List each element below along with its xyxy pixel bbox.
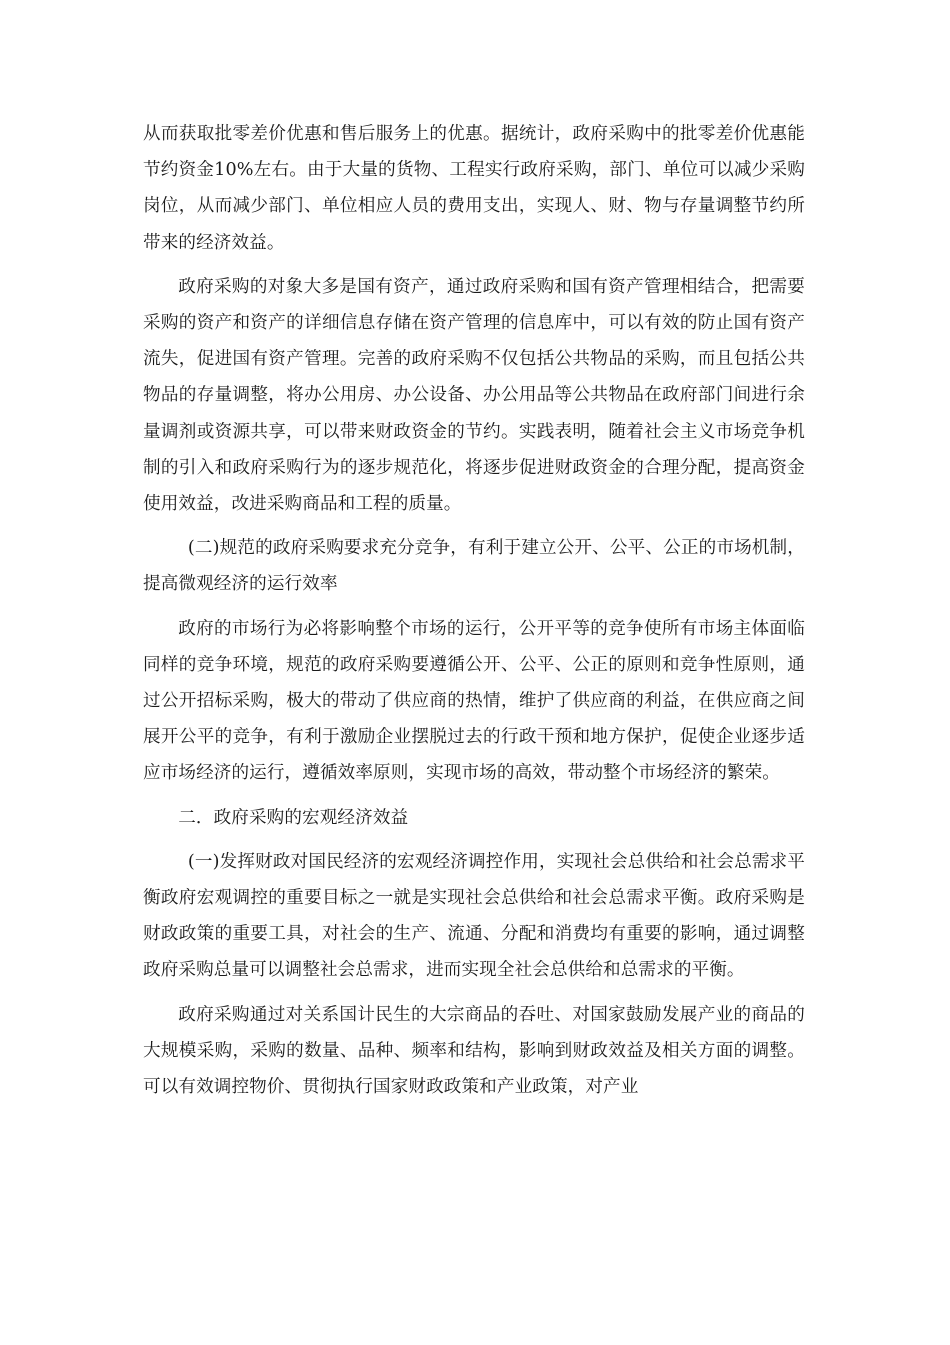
document-body [143,116,805,1113]
section-heading-macro-benefits: 二．政府采购的宏观经济效益 [178,807,409,828]
section-heading-competition: (二)规范的政府采购要求充分竞争，有利于建立公开、公平、公正的市场机制，提高微观经济的运行效率 [143,538,805,595]
paragraph-market-competition: 政府的市场行为必将影响整个市场的运行，公开平等的竞争使所有市场主体面临同样的竞争环境，规范的政府采购要遵循公开、公平、公正的原则和竞争性原则，通过公开招标采购，极大的带动了供应商的热情，维护了供应商的利益，在供应商之间展开公平的竞争，有利于激励企业摆脱过去的行政干预和地方保护，促使企业逐步适应市场经济的运行，遵循效率原则，实现市场的高效，带动整个市场经济的繁荣。 [143,618,805,784]
paragraph-bulk-purchasing: 政府采购通过对关系国计民生的大宗商品的吞吐、对国家鼓励发展产业的商品的大规模采购，采购的数量、品种、频率和结构，影响到财政效益及相关方面的调整。可以有效调控物价、贯彻执行国家财政政策和产业政策，对产业 [143,1004,805,1098]
paragraph-state-assets: 政府采购的对象大多是国有资产，通过政府采购和国有资产管理相结合，把需要采购的资产和资产的详细信息存储在资产管理的信息库中，可以有效的防止国有资产流失，促进国有资产管理。完善的政府采购不仅包括公共物品的采购，而且包括公共物品的存量调整，将办公用房、办公设备、办公用品等公共物品在政府部门间进行余量调剂或资源共享，可以带来财政资金的节约。实践表明，随着社会主义市场竞争机制的引入和政府采购行为的逐步规范化，将逐步促进财政资金的合理分配，提高资金使用效益，改进采购商品和工程的质量。 [143,276,805,515]
paragraph-macro-control: (一)发挥财政对国民经济的宏观经济调控作用，实现社会总供给和社会总需求平衡政府宏观调控的重要目标之一就是实现社会总供给和社会总需求平衡。政府采购是财政政策的重要工具，对社会的生产、流通、分配和消费均有重要的影响，通过调整政府采购总量可以调整社会总需求，进而实现全社会总供给和总需求的平衡。 [143,851,805,981]
paragraph-cost-savings: 从而获取批零差价优惠和售后服务上的优惠。据统计，政府采购中的批零差价优惠能节约资金10%左右。由于大量的货物、工程实行政府采购，部门、单位可以减少采购岗位，从而减少部门、单位相应人员的费用支出，实现人、财、物与存量调整节约所带来的经济效益。 [143,124,805,253]
